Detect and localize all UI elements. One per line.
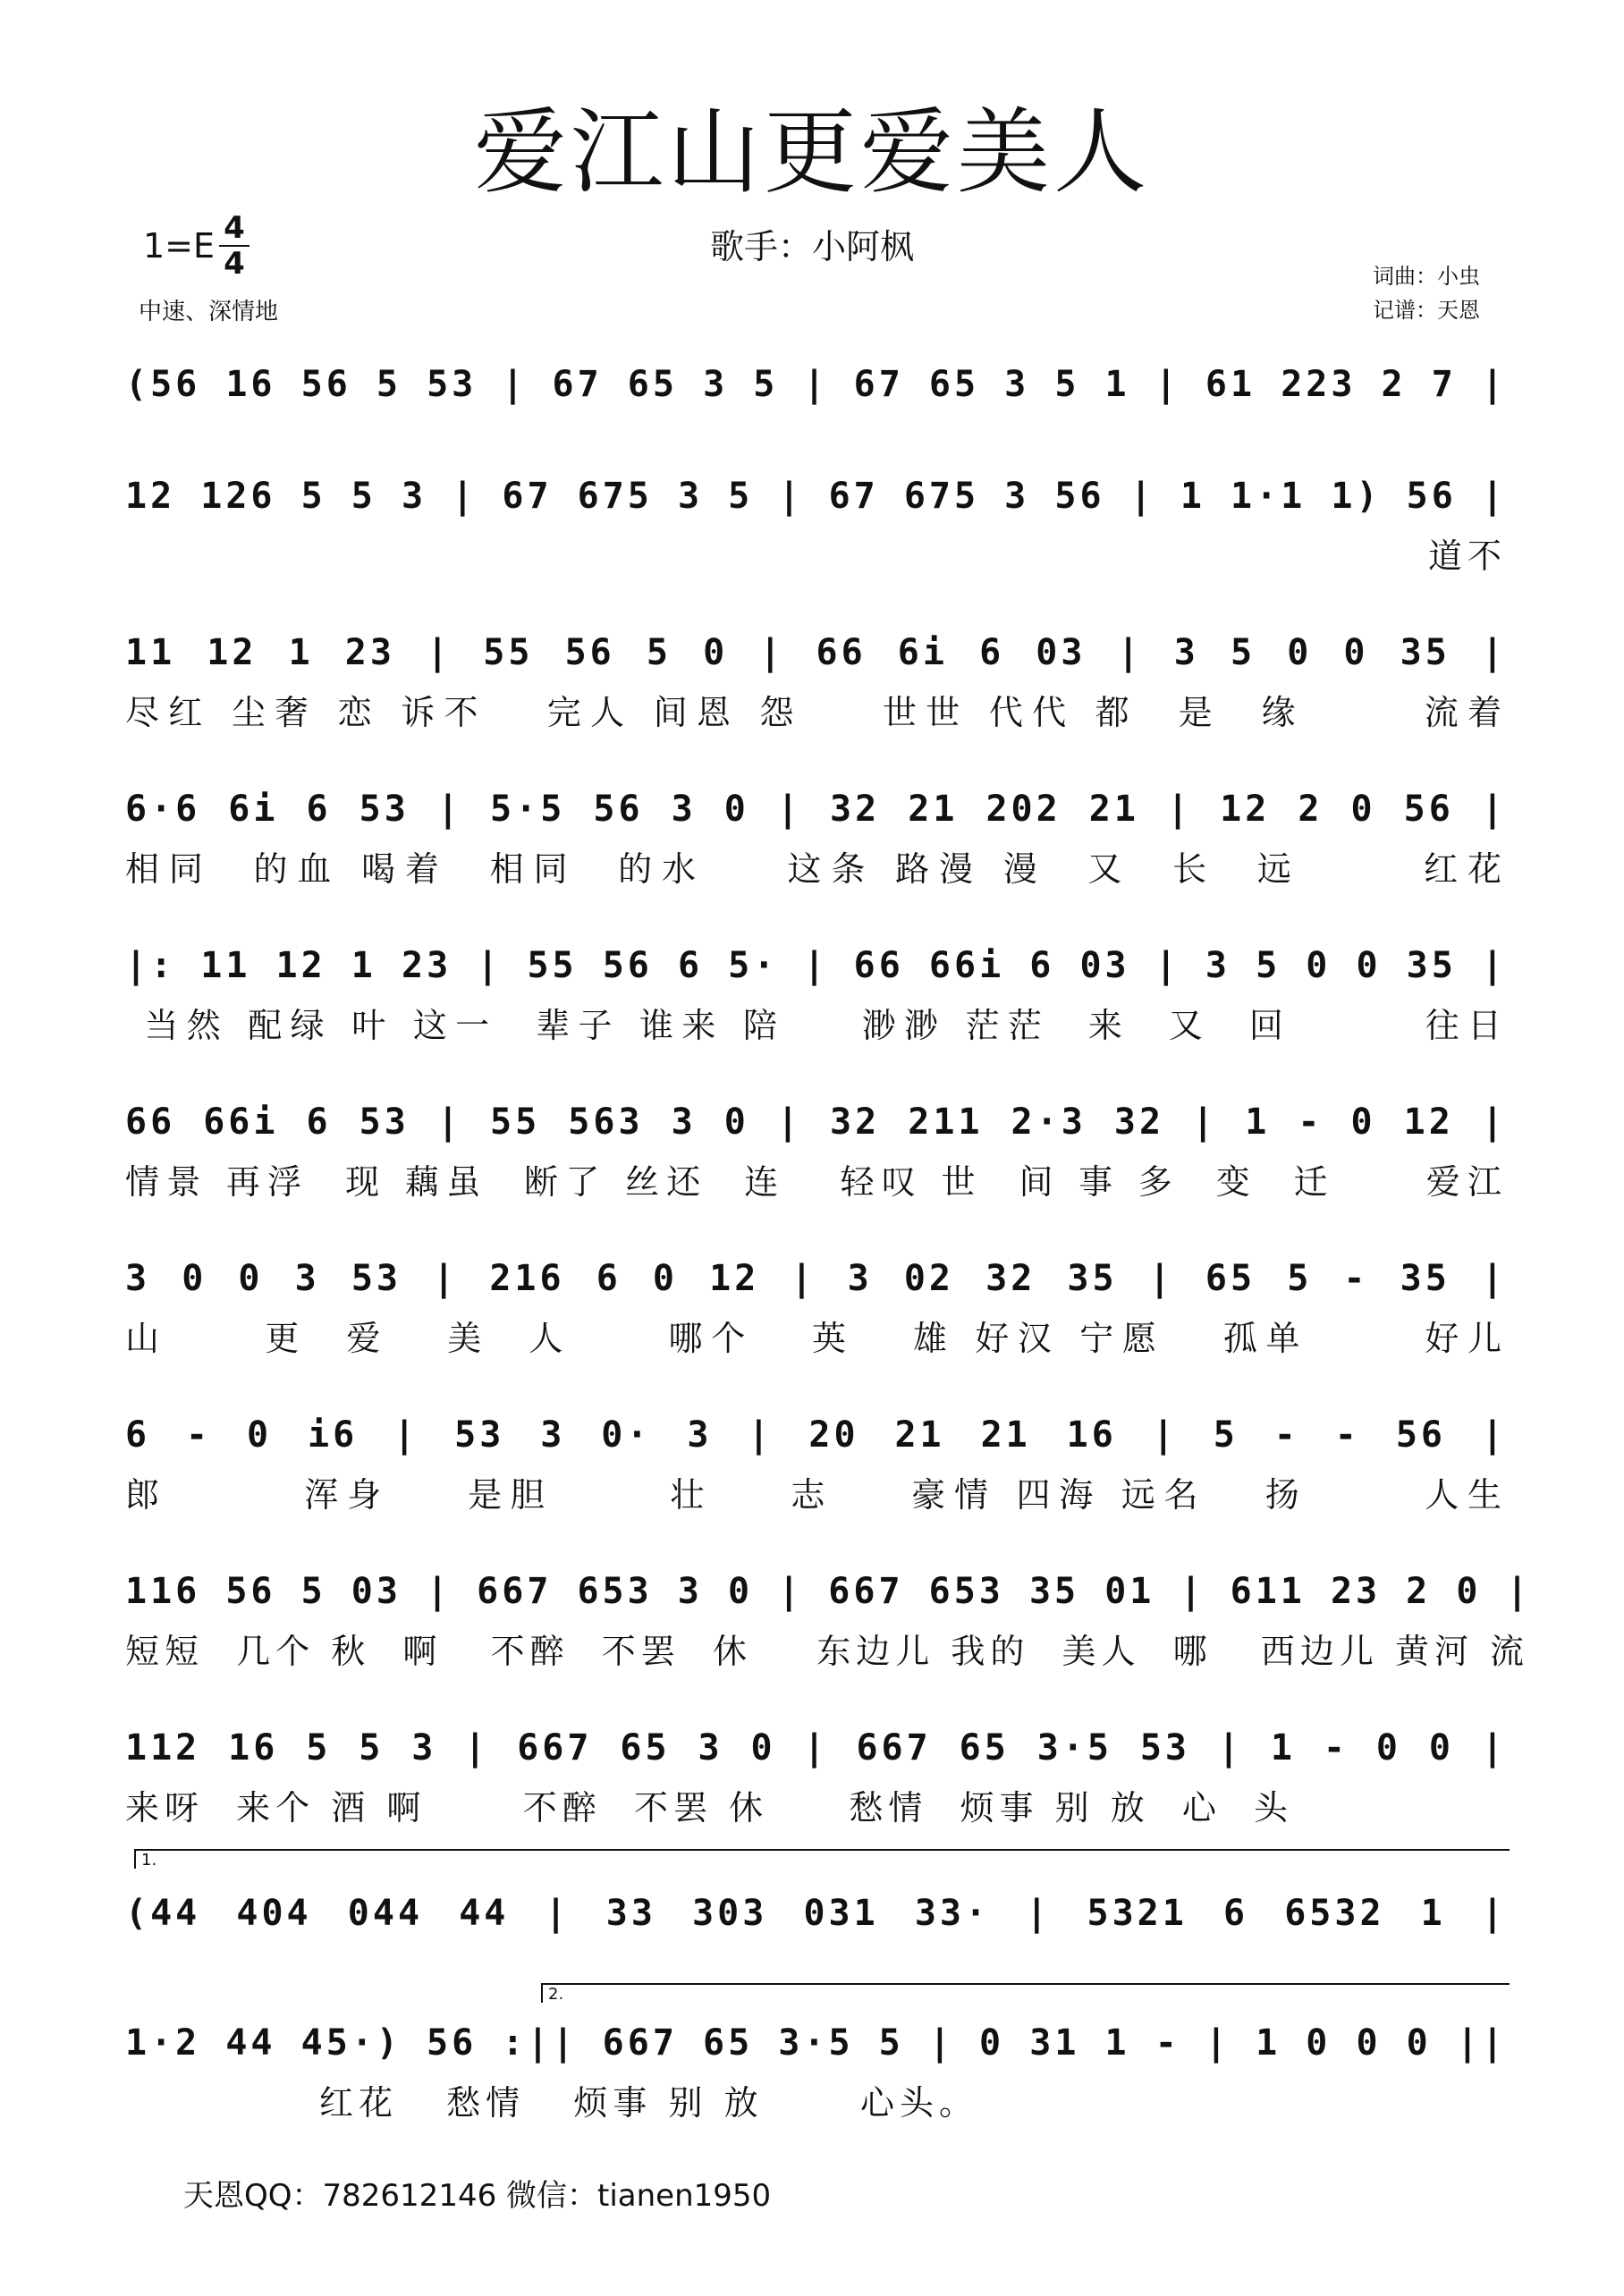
lyricist-composer: 词曲：小虫 <box>1373 264 1480 289</box>
first-ending-bracket <box>134 1849 1510 1869</box>
lyric-row: 尽红 尘奢 恋 诉不 完人 间恩 怨 世世 代代 都 是 缘 流着 <box>125 693 1507 732</box>
lyric-row: 情景 再浮 现 藕虽 断了 丝还 连 轻叹 世 间 事 多 变 迁 爱江 <box>125 1162 1507 1202</box>
credits <box>1373 259 1480 327</box>
lyric-row: 郎 浑身 是胆 壮 志 豪情 四海 远名 扬 人生 <box>125 1475 1507 1515</box>
notation-row: (44 404 044 44 | 33 303 031 33· | 5321 6 6532 1 | <box>125 1893 1507 1934</box>
lyric-row: 道不 <box>1427 536 1507 576</box>
second-ending-bracket <box>541 1983 1510 2003</box>
transcriber: 记谱：天恩 <box>1373 298 1480 323</box>
notation-row: 3 0 0 3 53 | 216 6 0 12 | 3 02 32 35 | 65 5 - 35 | <box>125 1258 1507 1299</box>
notation-row: 12 126 5 5 3 | 67 675 3 5 | 67 675 3 56 | 1 1·1 1) 56 | <box>125 476 1507 517</box>
notation-row: 6 - 0 i6 | 53 3 0· 3 | 20 21 21 16 | 5 - - 56 | <box>125 1414 1507 1456</box>
time-signature-bottom: 4 <box>224 246 245 282</box>
singer: 歌手：小阿枫 <box>709 227 914 266</box>
lyric-row: 山 更 爱 美 人 哪个 英 雄 好汉 宁愿 孤单 好儿 <box>125 1319 1507 1358</box>
notation-row: |: 11 12 1 23 | 55 56 6 5· | 66 66i 6 03 | 3 5 0 0 35 | <box>125 945 1507 986</box>
song-title: 爱江山更爱美人 <box>473 97 1150 207</box>
key-signature: 1=E <box>143 226 216 266</box>
notation-row: 112 16 5 5 3 | 667 65 3 0 | 667 65 3·5 53 | 1 - 0 0 | <box>125 1727 1507 1768</box>
notation-row: (56 16 56 5 53 | 67 65 3 5 | 67 65 3 5 1 | 61 223 2 7 | <box>125 364 1507 405</box>
lyric-row: 相同 的血 喝着 相同 的水 这条 路漫 漫 又 长 远 红花 <box>125 849 1507 889</box>
lyric-row: 短短 几个 秋 啊 不醉 不罢 休 东边儿 我的 美人 哪 西边儿 黄河 流 <box>125 1632 1530 1671</box>
contact-footer: 天恩QQ：782612146 微信：tianen1950 <box>183 2178 772 2214</box>
lyric-row: 红花 愁情 烦事 别 放 心头。 <box>125 2083 979 2123</box>
lyric-row: 来呀 来个 酒 啊 不醉 不罢 休 愁情 烦事 别 放 心 头 <box>125 1788 1294 1828</box>
notation-row: 6·6 6i 6 53 | 5·5 56 3 0 | 32 21 202 21 | 12 2 0 56 | <box>125 789 1507 830</box>
notation-row: 11 12 1 23 | 55 56 5 0 | 66 6i 6 03 | 3 5 0 0 35 | <box>125 632 1507 673</box>
second-ending-label: 2. <box>548 1985 564 2004</box>
first-ending-label: 1. <box>141 1851 157 1870</box>
notation-row: 116 56 5 03 | 667 653 3 0 | 667 653 35 01 | 611 23 2 0 | <box>125 1571 1532 1612</box>
notation-row: 66 66i 6 53 | 55 563 3 0 | 32 211 2·3 32 | 1 - 0 12 | <box>125 1102 1507 1143</box>
lyric-row: 当然 配绿 叶 这一 辈子 谁来 陪 渺渺 茫茫 来 又 回 往日 <box>125 1006 1507 1045</box>
time-signature-top: 4 <box>224 210 245 246</box>
tempo-marking: 中速、深情地 <box>139 299 279 325</box>
notation-row: 1·2 44 45·) 56 :|| 667 65 3·5 5 | 0 31 1 - | 1 0 0 0 || <box>125 2022 1507 2064</box>
